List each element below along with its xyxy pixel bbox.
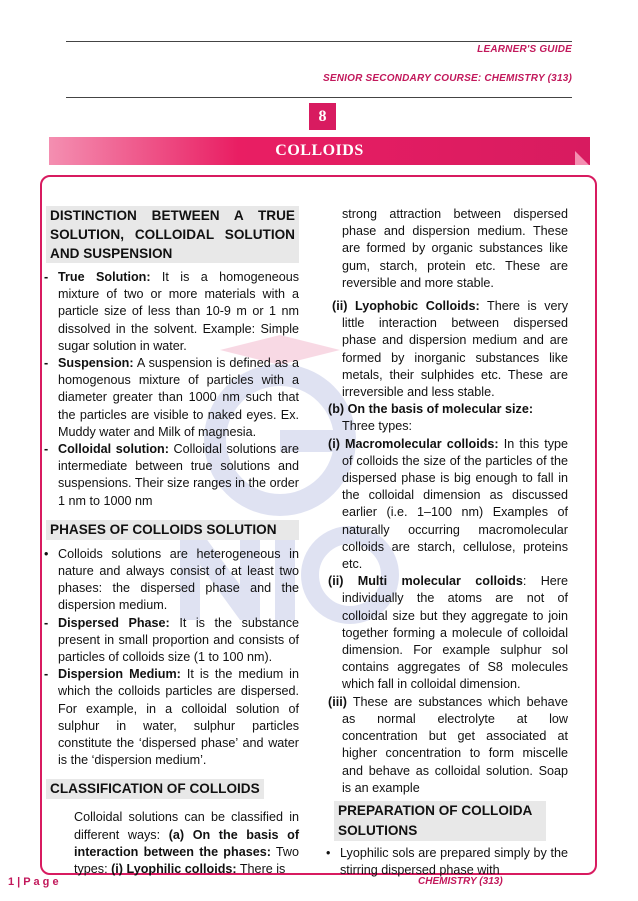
item-macromolecular [328,436,568,574]
term-multimolecular: (ii) Multi molecular colloids [328,574,523,589]
left-column [46,206,299,878]
lyophilic-continued: strong attraction between dispersed phase and dispersion medium. These are formed by organic substances like gum, starch, protein etc. These are reversible and more stable. [342,207,568,290]
term-true-solution: True Solution: [58,270,151,284]
text-macromolecular: In this type of colloids the size of the particles of the dispersed phase is big enough to fall in the colloidal dimension as discussed earlier (i.e. 1–100 nm) Examples of naturally occurring macromolecular colloids are starch, cellulose, proteins etc. [342,436,569,572]
term-molecular-size: (b) On the basis of molecular size: [328,402,534,417]
header-learners-guide: LEARNER'S GUIDE [477,44,572,55]
heading-phases: PHASES OF COLLOIDS SOLUTION [46,520,299,540]
term-dispersed-phase: Dispersed Phase: [58,615,170,630]
item-multimolecular [328,573,568,693]
item-lyophobic [328,298,568,401]
heading-distinction: DISTINCTION BETWEEN A TRUE SOLUTION, COLLOIDAL SOLUTION AND SUSPENSION [46,206,299,263]
text-three-types: Three types: [342,419,412,434]
item-prep-bullet: • Lyophilic sols are prepared simply by the stirring dispersed phase with [328,845,568,879]
text-true-solution: It is a homogeneous mixture of two or more materials with a particle size of less than 10-9 m or 1 nm dissolved in the solvent. Example: Simple sugar solution in water. [58,270,300,353]
classification-lyophilic: (i) Lyophilic colloids: [111,862,237,877]
text-associated: These are substances which behave as normal electrolyte at low concentration but get associated at higher concentration to form miscelle and behave as colloidal solution. Soap is an example [342,694,568,795]
text-multimolecular: : Here individually the atoms are not of colloidal size but they aggregate to join together forming a molecule of colloidal dimension. For example sulphur sol contains aggregates of S8 molecules which fall in colloidal dimension. [342,574,568,692]
term-suspension: Suspension: [58,356,134,371]
heading-classification: CLASSIFICATION OF COLLOIDS [46,779,264,799]
term-macromolecular: (i) Macromolecular colloids: [328,436,499,451]
item-true-solution [46,269,299,355]
item-phases-bullet: • Colloids solutions are heterogeneous in nature and always consist of at least two phases: the dispersed phase and the dispersion medium. [46,546,299,615]
text-dispersion-medium: It is the medium in which the colloids particles are dispersed. For example, in a colloidal solution of sulphur in water, sulphur particles constitute the ‘dispersed phase’ and water is the ‘dispersion medium’. [58,667,299,768]
classification-intro: Colloidal solutions can be classified in different ways: [74,810,299,842]
chapter-number: 8 [309,103,336,130]
classification-text [46,809,299,878]
text-colloidal-solution: Colloidal solutions are intermediate between true solutions and suspensions. Their size ranges in the order 1 nm to 1000 nm [58,442,299,508]
header-course: SENIOR SECONDARY COURSE: CHEMISTRY (313) [323,73,572,84]
item-suspension [46,355,299,441]
item-associated [328,694,568,797]
term-associated: (iii) [328,694,347,709]
top-rule [66,41,572,42]
term-lyophobic: (ii) Lyophobic Colloids: [332,299,480,314]
term-dispersion-medium: Dispersion Medium: [58,667,181,682]
item-colloidal-solution [46,441,299,510]
classification-basis-a: (a) On the basis of interaction between the phases: [74,827,300,859]
text-lyophobic: There is very little interaction between dispersed phase and dispersion medium and are formed by inorganic substances like metals, their sulphides etc. These are irreversible and less stable. [342,299,569,400]
text-dispersed-phase: It is the substance present in small proportion and consists of particles of colloids size (1 to 100 nm). [58,615,299,665]
heading-preparation: PREPARATION OF COLLOIDA SOLUTIONS [334,801,546,841]
header-rule [66,97,572,98]
classification-there-is: There is [236,862,286,877]
right-column [328,206,568,879]
footer-page-number: 1 | P a g e [8,876,59,888]
classification-two-types: Two types: [74,844,299,877]
item-molecular-size [328,401,568,435]
text-suspension: A suspension is defined as a homogenous mixture of particles with a diameter greater than 1000 nm such that the particles are visible to naked eyes. Ex. Muddy water and Milk of magnesia. [58,356,299,439]
item-dispersed-phase [46,615,299,667]
banner-tail-decoration [575,151,589,165]
chapter-title-banner: COLLOIDS [49,137,590,165]
term-colloidal-solution: Colloidal solution: [58,442,169,457]
footer-course: CHEMISTRY (313) [418,876,503,887]
item-dispersion-medium [46,666,299,769]
